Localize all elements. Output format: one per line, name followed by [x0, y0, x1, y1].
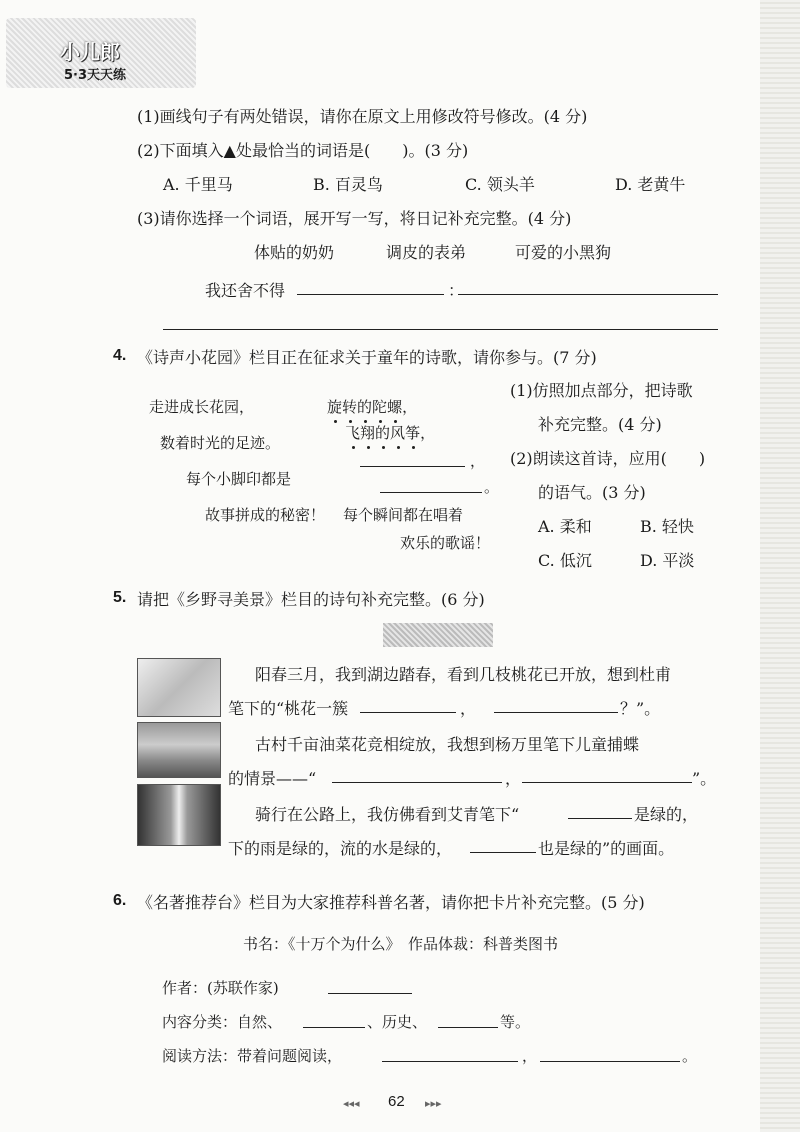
q5-p1-end: ？”。 — [620, 699, 661, 718]
q6-stem: 《名著推荐台》栏目为大家推荐科普名著，请你把卡片补充完整。(5 分) — [137, 893, 645, 912]
q4-number: 4. — [113, 347, 127, 364]
q5-blank-4[interactable] — [522, 782, 692, 783]
q5-blank-5[interactable] — [568, 818, 632, 819]
poem-blank-2[interactable] — [380, 492, 482, 493]
q4-option-b: B. 轻快 — [640, 517, 694, 536]
peach-blossom-photo — [137, 658, 221, 717]
q5-blank-2[interactable] — [494, 712, 618, 713]
q4-sub2-a: (2)朗读这首诗，应用( ) — [510, 449, 706, 468]
q5-blank-1[interactable] — [360, 712, 456, 713]
poem-line-3: 每个小脚印都是 — [186, 470, 292, 488]
q4-sub1-a: (1)仿照加点部分，把诗歌 — [510, 381, 693, 400]
poem-blank-1[interactable] — [360, 466, 465, 467]
q6-method-blank-1[interactable] — [382, 1061, 518, 1062]
q5-blank-6[interactable] — [470, 852, 536, 853]
q5-stem: 请把《乡野寻美景》栏目的诗句补充完整。(6 分) — [137, 590, 485, 609]
q6-method: 阅读方法：带着问题阅读， — [162, 1047, 343, 1065]
q3-colon: ： — [448, 281, 465, 300]
q3-option-c: C. 领头羊 — [465, 175, 535, 194]
q5-p3-line-b-end: 也是绿的”的画面。 — [538, 839, 675, 858]
q6-card-title: 书名：《十万个为什么》 作品体裁：科普类图书 — [243, 935, 559, 953]
poem-line-2: 数着时光的足迹。 — [160, 434, 281, 452]
q5-p3-line-a: 骑行在公路上，我仿佛看到艾青笔下“ — [255, 805, 520, 824]
page-number: 62 — [388, 1093, 405, 1110]
rapeseed-field-photo — [137, 722, 221, 778]
q5-p3-line-b: 下的雨是绿的，流的水是绿的， — [228, 839, 453, 858]
footer-left-arrows: ◂◂◂ — [343, 1097, 360, 1110]
poem-line-4: 故事拼成的秘密！ — [205, 506, 326, 524]
q3-option-b: B. 百灵鸟 — [313, 175, 383, 194]
q4-option-d: D. 平淡 — [640, 551, 695, 570]
q5-blank-3[interactable] — [332, 782, 502, 783]
q3-blank-2[interactable] — [458, 294, 718, 295]
q4-stem: 《诗声小花园》栏目正在征求关于童年的诗歌，请你参与。(7 分) — [137, 348, 597, 367]
q6-author: 作者：(苏联作家) — [162, 979, 279, 997]
q5-p2-line-b: 的情景——“ — [228, 769, 317, 788]
q4-option-c: C. 低沉 — [538, 551, 592, 570]
poem-line-5: 每个瞬间都在唱着 — [343, 506, 464, 524]
q3-option-a: A. 千里马 — [163, 175, 233, 194]
q3-choice-1: 体贴的奶奶 — [254, 243, 335, 262]
q3-blank-3[interactable] — [163, 329, 718, 330]
q5-p1-line-b: 笔下的“桃花一簇 — [228, 699, 349, 718]
q4-sub1-b: 补充完整。(4 分) — [538, 415, 662, 434]
q5-p3-line-a-end: 是绿的， — [634, 805, 699, 824]
q6-author-blank[interactable] — [328, 993, 412, 994]
tree-road-photo — [137, 784, 221, 846]
q3-sub1: (1)画线句子有两处错误，请你在原文上用修改符号修改。(4 分) — [137, 107, 588, 126]
q5-p1-line-a: 阳春三月，我到湖边踏春，看到几枝桃花已开放，想到杜甫 — [255, 665, 672, 684]
q5-number: 5. — [113, 589, 127, 606]
q3-choice-3: 可爱的小黑狗 — [515, 243, 612, 262]
q5-p1-comma: ， — [460, 699, 477, 718]
q6-category-end: 等。 — [500, 1013, 531, 1031]
q5-p2-end: ”。 — [692, 769, 717, 788]
q4-option-a: A. 柔和 — [538, 517, 592, 536]
q6-method-end: 。 — [682, 1047, 698, 1065]
poem-dotted-line-1: 旋转的陀螺， — [327, 398, 418, 416]
q3-sub3: (3)请你选择一个词语，展开写一写，将日记补充完整。(4 分) — [137, 209, 572, 228]
q6-method-comma: ， — [522, 1047, 538, 1065]
page-edge-texture — [760, 0, 800, 1132]
q5-p2-comma: ， — [505, 769, 522, 788]
q6-category: 内容分类：自然、 — [162, 1013, 283, 1031]
footer-right-arrows: ▸▸▸ — [425, 1097, 442, 1110]
q3-blank-1[interactable] — [297, 294, 444, 295]
poem-blank-2-period: 。 — [484, 478, 500, 496]
q6-category-blank-1[interactable] — [303, 1027, 365, 1028]
q4-sub2-b: 的语气。(3 分) — [538, 483, 646, 502]
poem-line-1: 走进成长花园， — [149, 398, 255, 416]
q6-number: 6. — [113, 892, 127, 909]
poem-blank-1-comma: ， — [470, 452, 486, 470]
q3-prompt: 我还舍不得 — [205, 281, 286, 300]
q6-method-blank-2[interactable] — [540, 1061, 680, 1062]
poem-dotted-line-2: 飞翔的风筝， — [345, 424, 436, 442]
q6-category-mid: 、历史、 — [367, 1013, 428, 1031]
q3-option-d: D. 老黄牛 — [615, 175, 686, 194]
q3-sub2: (2)下面填入▲处最恰当的词语是( )。(3 分) — [137, 141, 469, 160]
q5-p2-line-a: 古村千亩油菜花竞相绽放，我想到杨万里笔下儿童捕蝶 — [255, 735, 640, 754]
q3-choice-2: 调皮的表弟 — [386, 243, 467, 262]
section-banner-image — [383, 623, 493, 647]
poem-line-6: 欢乐的歌谣！ — [400, 534, 491, 552]
q6-category-blank-2[interactable] — [438, 1027, 498, 1028]
logo-title: 小儿郎 — [60, 40, 120, 64]
logo-subtitle: 5·3天天练 — [64, 68, 127, 83]
